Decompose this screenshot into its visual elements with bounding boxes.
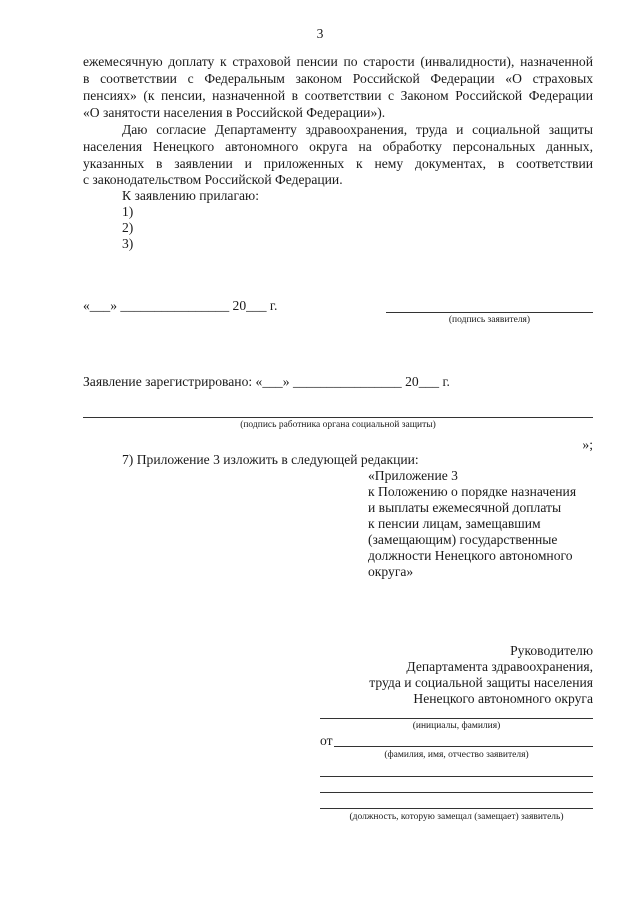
applicant-name-caption: (фамилия, имя, отчество заявителя): [384, 750, 529, 760]
attachment-item-3: 3): [122, 236, 134, 251]
registration-month-blank: ________________: [292, 374, 402, 389]
from-label: от: [320, 733, 333, 748]
attachments-heading: К заявлению прилагаю:: [122, 188, 259, 203]
appendix-header-line-7: округа»: [368, 564, 414, 579]
addressee-line-3: труда и социальной защиты населения: [369, 675, 593, 690]
applicant-signature-caption: (подпись заявителя): [448, 315, 531, 325]
page-number: 3: [316, 26, 324, 41]
date-month-blank: ________________: [120, 298, 230, 313]
paragraph-1-line-4: «О занятости населения в Российской Федерации»).: [83, 105, 386, 120]
appendix-header-line-5: (замещающим) государственные: [368, 532, 558, 547]
registration-line: [83, 374, 450, 390]
paragraph-1-line-1: ежемесячную доплату к страховой пенсии по старости (инвалидности), назначенной: [83, 54, 593, 69]
registration-year: 20___ г.: [405, 374, 450, 389]
paragraph-1-line-3: пенсиях» (к пенсии, назначенной в соответствии с Законом Российской Федерации: [83, 88, 593, 103]
item-7: 7) Приложение 3 изложить в следующей редакции:: [122, 452, 419, 467]
appendix-header-line-1: «Приложение 3: [368, 468, 458, 483]
appendix-header-line-3: и выплаты ежемесячной доплаты: [368, 500, 562, 515]
applicant-signature-line: [386, 312, 593, 313]
initials-caption: (инициалы, фамилия): [412, 721, 501, 731]
applicant-name-line: [334, 746, 593, 747]
appendix-header-line-2: к Положению о порядке назначения: [368, 484, 577, 499]
date-line: [83, 298, 277, 314]
attachment-item-1: 1): [122, 204, 134, 219]
initials-line: [320, 718, 593, 719]
date-year: 20___ г.: [232, 298, 278, 313]
attachment-item-2: 2): [122, 220, 134, 235]
appendix-header-line-6: должности Ненецкого автономного: [368, 548, 573, 563]
addressee-line-2: Департамента здравоохранения,: [406, 659, 593, 674]
paragraph-1-line-2: в соответствии с Федеральным законом Российской Федерации «О страховых: [83, 71, 593, 86]
addressee-line-1: Руководителю: [510, 643, 593, 658]
date-day: «___»: [83, 298, 117, 313]
worker-signature-line: [83, 417, 593, 418]
paragraph-2-line-1: Даю согласие Департаменту здравоохранения, труда и социальной защиты: [122, 122, 593, 137]
addressee-line-4: Ненецкого автономного округа: [413, 691, 593, 706]
registration-label: Заявление зарегистрировано: «___»: [83, 374, 290, 389]
paragraph-2-line-2: населения Ненецкого автономного округа на обработку персональных данных,: [83, 139, 593, 154]
worker-signature-caption: (подпись работника органа социальной защиты): [240, 420, 436, 430]
blank-line-1: [320, 776, 593, 777]
paragraph-2-line-4: с законодательством Российской Федерации.: [83, 172, 343, 187]
position-caption: (должность, которую замещал (замещает) заявитель): [349, 812, 564, 822]
closing-quote: »;: [582, 437, 593, 452]
appendix-header-line-4: к пенсии лицам, замещавшим: [368, 516, 541, 531]
position-line: [320, 808, 593, 809]
paragraph-2-line-3: указанных в заявлении и приложенных к нему документах, в соответствии: [83, 156, 593, 171]
blank-line-2: [320, 792, 593, 793]
